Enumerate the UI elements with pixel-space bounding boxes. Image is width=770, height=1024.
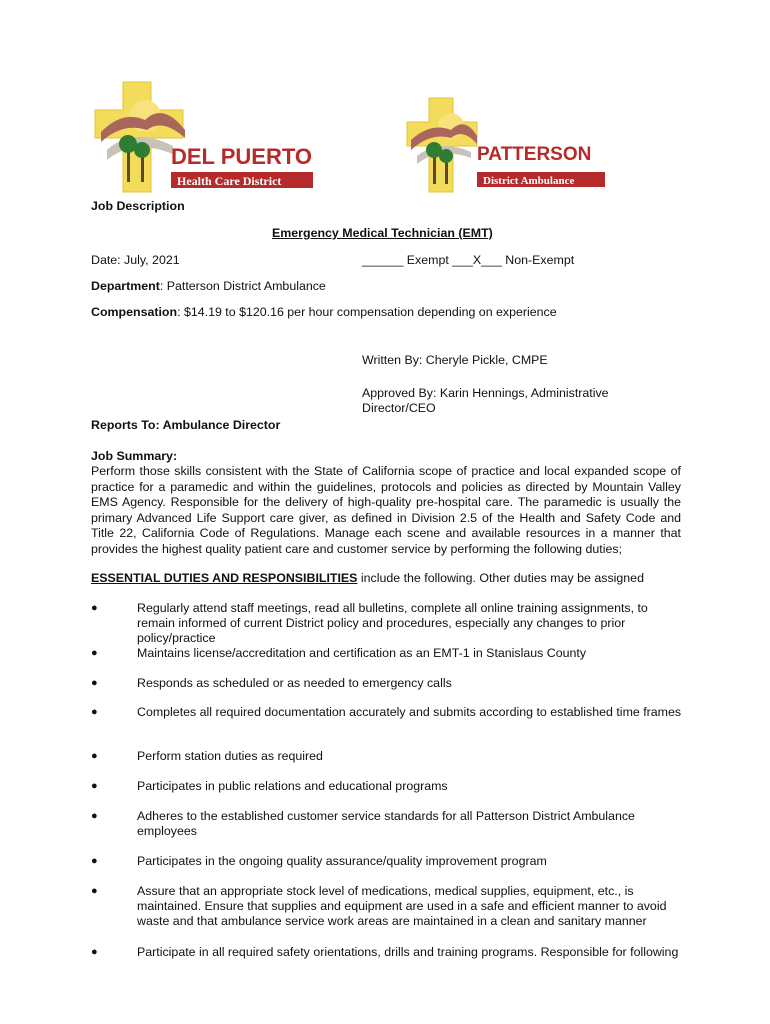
bullet-icon: ● <box>91 855 98 867</box>
bullet-icon: ● <box>91 602 98 614</box>
duty-text: Maintains license/accreditation and certification as an EMT-1 in Stanislaus County <box>137 646 587 660</box>
department-label: Department <box>91 279 160 293</box>
bullet-icon: ● <box>91 647 98 659</box>
date-line: Date: July, 2021 <box>91 253 180 267</box>
duty-text: Responds as scheduled or as needed to emergency calls <box>137 676 452 690</box>
duty-text: Participates in the ongoing quality assurance/quality improvement program <box>137 854 547 868</box>
department-line <box>91 279 326 294</box>
department-value: : Patterson District Ambulance <box>159 279 326 293</box>
compensation-label: Compensation <box>91 305 178 319</box>
duty-text: Perform station duties as required <box>137 749 323 763</box>
bullet-icon: ● <box>91 946 98 958</box>
job-summary-heading: Job Summary: <box>91 449 178 463</box>
del-puerto-logo-title: DEL PUERTO <box>171 144 312 169</box>
bullet-icon: ● <box>91 885 98 897</box>
duties-heading: ESSENTIAL DUTIES AND RESPONSIBILITIES <box>91 571 358 585</box>
patterson-logo-title: PATTERSON <box>477 144 592 165</box>
duty-text: Participate in all required safety orientations, drills and training programs. Responsible for following <box>137 945 679 959</box>
approved-by-line1: Approved By: Karin Hennings, Administrative <box>362 386 609 400</box>
duties-heading-suffix: include the following. Other duties may be assigned <box>357 571 644 585</box>
job-summary-text: Perform those skills consistent with the State of California scope of practice and local expanded scope of practice for a paramedic and within the guidelines, protocols and policies as directed by Mountain Valley EMS Agency. Responsible for the delivery of high-quality pre-hospital care. The paramedic is usually the primary Advanced Life Support care giver, as defined in Division 2.5 of the Health and Safety Code and Title 22, California Code of Regulations. Manage each scene and available resources in a manner that provides the highest quality patient care and customer service by performing the following duties; <box>91 464 681 556</box>
job-description-label: Job Description <box>91 199 185 213</box>
del-puerto-logo <box>93 80 323 198</box>
duty-text: Regularly attend staff meetings, read all bulletins, complete all online training assignments, to remain informed of current District policy and procedures, especially any changes to prior policy/practice <box>137 601 648 645</box>
duties-heading-line <box>91 571 644 586</box>
reports-to: Reports To: Ambulance Director <box>91 418 281 432</box>
del-puerto-logo-subtitle: Health Care District <box>177 174 282 188</box>
duty-text: Participates in public relations and educational programs <box>137 779 448 793</box>
bullet-icon: ● <box>91 706 98 718</box>
bullet-icon: ● <box>91 810 98 822</box>
compensation-value: : $14.19 to $120.16 per hour compensation depending on experience <box>177 305 557 319</box>
compensation-line <box>91 305 557 320</box>
duty-text: Completes all required documentation accurately and submits according to established time frames <box>137 705 682 719</box>
job-title: Emergency Medical Technician (EMT) <box>272 226 493 240</box>
written-by: Written By: Cheryle Pickle, CMPE <box>362 353 548 367</box>
duty-text: Adheres to the established customer service standards for all Patterson District Ambulance employees <box>137 809 635 838</box>
patterson-logo-subtitle: District Ambulance <box>483 175 575 187</box>
exempt-status: ______ Exempt ___X___ Non-Exempt <box>362 253 575 267</box>
bullet-icon: ● <box>91 677 98 689</box>
bullet-icon: ● <box>91 750 98 762</box>
approved-by-line2: Director/CEO <box>362 401 436 415</box>
duty-text: Assure that an appropriate stock level of medications, medical supplies, equipment, etc., is maintained. Ensure that supplies and equipment are used in a safe and efficient manner to avoid waste and that ambulance service work areas are maintained in a clean and sanitary manner <box>137 884 667 928</box>
bullet-icon: ● <box>91 780 98 792</box>
patterson-logo <box>405 96 610 196</box>
